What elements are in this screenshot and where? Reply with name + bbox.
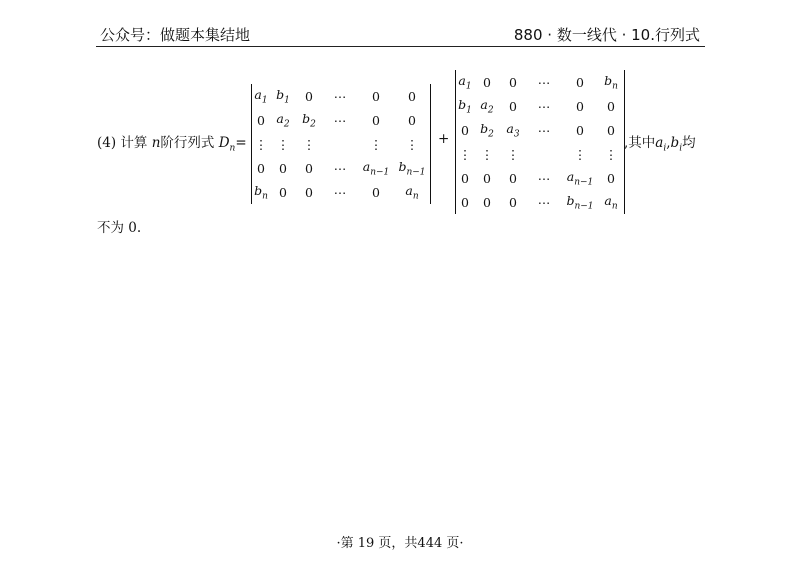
matrix-right-cell: ⋯	[537, 98, 551, 114]
matrix-left-cell: 0	[305, 160, 313, 176]
matrix-left-cell: $a_1$	[254, 86, 268, 106]
tail-b: b	[670, 135, 680, 151]
matrix-right-cell: 0	[576, 98, 584, 114]
matrix-right-cell: 0	[461, 170, 469, 186]
tail-a: a	[655, 135, 664, 151]
tail-end: 均	[682, 135, 696, 151]
matrix-left-cell: ⋯	[333, 112, 347, 128]
matrix-right	[455, 70, 625, 214]
matrix-right-cell: $a_3$	[506, 120, 520, 140]
matrix-right-cell: 0	[483, 194, 491, 210]
matrix-right-cell: 0	[483, 170, 491, 186]
problem-symbol: D	[218, 135, 230, 151]
matrix-right-cell: 0	[461, 122, 469, 138]
matrix-right-cell: $a_1$	[458, 72, 472, 92]
matrix-left-cell: ⋯	[333, 184, 347, 200]
matrix-right-cell: ⋯	[537, 74, 551, 90]
matrix-left-cell: 0	[305, 184, 313, 200]
matrix-left-cell: $a_2$	[276, 110, 290, 130]
matrix-left-cell: $b_{n-1}$	[398, 158, 426, 178]
matrix-right-cell: 0	[576, 74, 584, 90]
matrix-left-cell: $b_1$	[276, 86, 290, 106]
tail-b-sub: i	[679, 143, 683, 154]
matrix-right-cell: $a_n$	[604, 192, 618, 212]
matrix-right-cell	[526, 142, 562, 166]
matrix-left-cell: 0	[257, 160, 265, 176]
matrix-right-row	[456, 166, 624, 190]
matrix-left-cell: 0	[257, 112, 265, 128]
matrix-right-cell: $b_n$	[604, 72, 618, 92]
tail-text: ,其中	[624, 135, 656, 151]
matrix-left-cell: ⋮	[302, 136, 316, 152]
matrix-left-cell: ⋯	[333, 160, 347, 176]
problem-continuation: 不为 0.	[97, 220, 142, 236]
matrix-right-cell: ⋯	[537, 122, 551, 138]
matrix-left-cell: 0	[279, 184, 287, 200]
matrix-right-cell: 0	[607, 98, 615, 114]
matrix-right-cell: 0	[576, 122, 584, 138]
matrix-right-row	[456, 190, 624, 214]
matrix-left-cell	[322, 132, 358, 156]
problem-text-2: 阶行列式	[160, 135, 215, 151]
problem-tail	[624, 131, 696, 154]
problem-text: 计算	[120, 135, 148, 151]
matrix-right-cell: $b_2$	[480, 120, 494, 140]
problem-lead	[97, 131, 247, 154]
matrix-left-cell: 0	[372, 184, 380, 200]
problem-number: (4)	[97, 135, 117, 151]
matrix-left-row	[252, 180, 430, 204]
matrix-right-cell: 0	[461, 194, 469, 210]
matrix-left-cell: 0	[372, 88, 380, 104]
matrix-left-cell: 0	[305, 88, 313, 104]
matrix-right-cell: ⋮	[506, 146, 520, 162]
matrix-left-cell: ⋯	[333, 88, 347, 104]
matrix-right-row	[456, 94, 624, 118]
matrix-left-row	[252, 84, 430, 108]
matrix-right-row	[456, 142, 624, 166]
page-footer: ·第 19 页，共444 页·	[336, 536, 464, 551]
matrix-left-cell: 0	[408, 88, 416, 104]
matrix-left-cell: $b_n$	[254, 182, 268, 202]
matrix-left-cell: $a_{n-1}$	[362, 158, 390, 178]
matrix-right-cell: 0	[509, 170, 517, 186]
matrix-right-cell: ⋯	[537, 170, 551, 186]
header-right: 880 · 数一线代 · 10.行列式	[513, 26, 700, 44]
matrix-right-row	[456, 70, 624, 94]
matrix-left-cell: 0	[408, 112, 416, 128]
header-left: 公众号：做题本集结地	[100, 26, 251, 44]
matrix-left-cell: $a_n$	[405, 182, 419, 202]
matrix-right-cell: 0	[607, 122, 615, 138]
matrix-left-cell: ⋮	[369, 136, 383, 152]
matrix-left-cell: ⋮	[405, 136, 419, 152]
matrix-right-cell: ⋮	[480, 146, 494, 162]
tail-a-sub: i	[663, 143, 667, 154]
matrix-left-row	[252, 132, 430, 156]
matrix-right-cell: 0	[509, 194, 517, 210]
header-rule	[96, 46, 705, 47]
matrix-right-cell: $a_2$	[480, 96, 494, 116]
matrix-right-cell: ⋮	[573, 146, 587, 162]
matrix-right-cell: ⋯	[537, 194, 551, 210]
matrix-right-cell: $b_1$	[458, 96, 472, 116]
problem-symbol-sub: n	[229, 143, 236, 154]
matrix-left-row	[252, 108, 430, 132]
matrix-right-row	[456, 118, 624, 142]
matrix-right-cell: ⋮	[604, 146, 618, 162]
matrix-right-cell: $b_{n-1}$	[566, 192, 594, 212]
matrix-left-cell: $b_2$	[302, 110, 316, 130]
matrix-right-cell: 0	[509, 74, 517, 90]
matrix-right-cell: ⋮	[458, 146, 472, 162]
matrix-right-cell: $a_{n-1}$	[566, 168, 594, 188]
matrix-left-cell: ⋮	[276, 136, 290, 152]
problem-var-n: n	[151, 135, 161, 151]
matrix-left	[251, 84, 431, 204]
tail-comma: ,	[666, 135, 671, 151]
matrix-left-cell: 0	[372, 112, 380, 128]
matrix-right-cell: 0	[607, 170, 615, 186]
matrix-left-cell: ⋮	[254, 136, 268, 152]
matrix-right-cell: 0	[483, 74, 491, 90]
plus-sign: +	[438, 131, 450, 147]
matrix-left-cell: 0	[279, 160, 287, 176]
matrix-left-row	[252, 156, 430, 180]
problem-equals: =	[235, 135, 247, 151]
matrix-right-cell: 0	[509, 98, 517, 114]
